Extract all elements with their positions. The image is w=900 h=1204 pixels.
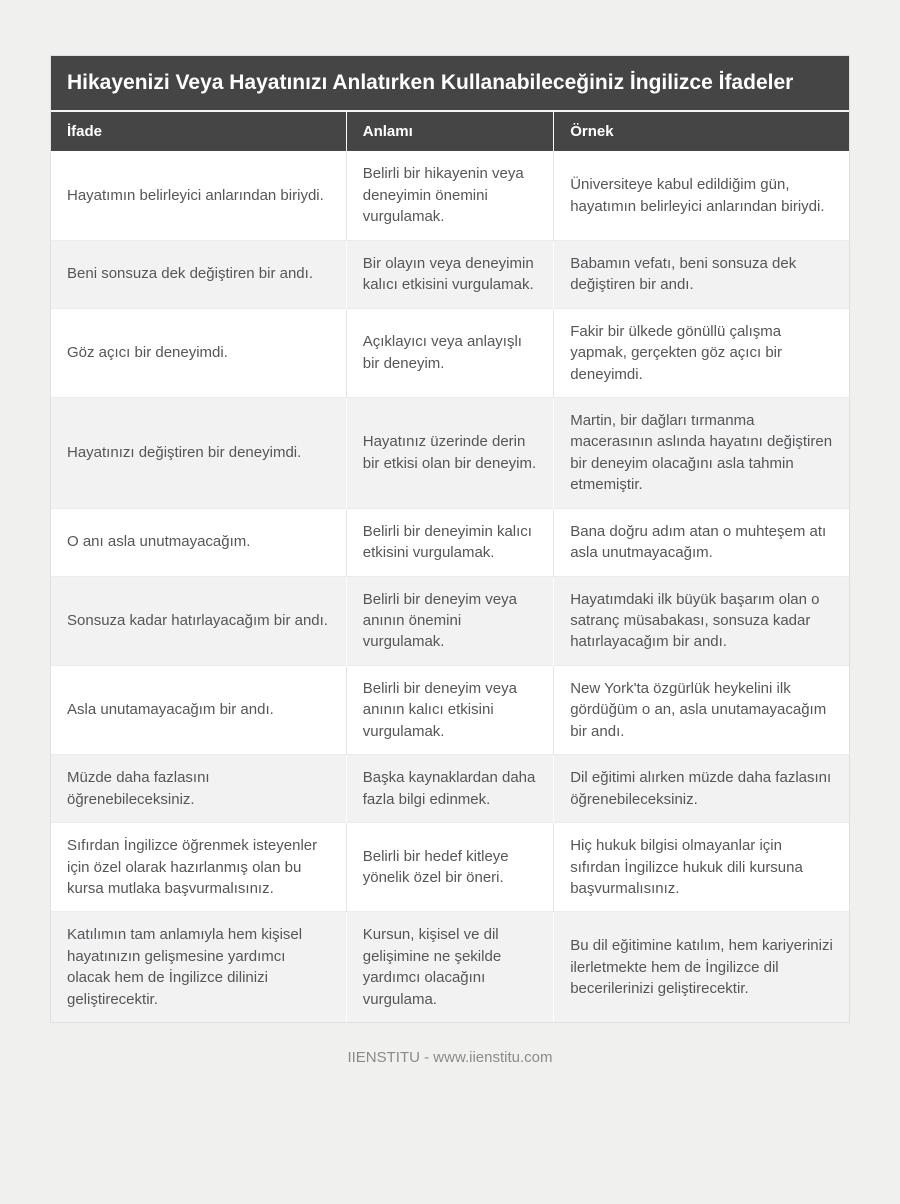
cell-anlami: Belirli bir deneyim veya anının kalıcı etkisini vurgulamak. bbox=[346, 665, 553, 754]
phrases-table bbox=[51, 112, 849, 1022]
column-header-ifade: İfade bbox=[51, 112, 346, 151]
cell-anlami: Bir olayın veya deneyimin kalıcı etkisini vurgulamak. bbox=[346, 240, 553, 308]
phrase-table-card bbox=[50, 55, 850, 1023]
table-header-row bbox=[51, 112, 849, 151]
table-row bbox=[51, 151, 849, 240]
table-body bbox=[51, 151, 849, 1022]
cell-ornek: Üniversiteye kabul edildiğim gün, hayatımın belirleyici anlarından biriydi. bbox=[554, 151, 849, 240]
table-row bbox=[51, 823, 849, 912]
table-row bbox=[51, 508, 849, 576]
cell-ornek: Hiç hukuk bilgisi olmayanlar için sıfırdan İngilizce hukuk dili kursuna başvurmalısınız. bbox=[554, 823, 849, 912]
cell-ifade: Göz açıcı bir deneyimdi. bbox=[51, 308, 346, 397]
table-row bbox=[51, 240, 849, 308]
cell-ifade: Sonsuza kadar hatırlayacağım bir andı. bbox=[51, 576, 346, 665]
cell-ornek: Fakir bir ülkede gönüllü çalışma yapmak, gerçekten göz açıcı bir deneyimdi. bbox=[554, 308, 849, 397]
cell-ifade: Katılımın tam anlamıyla hem kişisel hayatınızın gelişmesine yardımcı olacak hem de İngilizce dilinizi geliştirecektir. bbox=[51, 912, 346, 1022]
cell-ornek: New York'ta özgürlük heykelini ilk gördüğüm o an, asla unutamayacağım bir andı. bbox=[554, 665, 849, 754]
page-title: Hikayenizi Veya Hayatınızı Anlatırken Kullanabileceğiniz İngilizce İfadeler bbox=[51, 56, 849, 112]
table-row bbox=[51, 576, 849, 665]
cell-anlami: Belirli bir deneyim veya anının önemini vurgulamak. bbox=[346, 576, 553, 665]
table-row bbox=[51, 397, 849, 508]
cell-anlami: Belirli bir hikayenin veya deneyimin önemini vurgulamak. bbox=[346, 151, 553, 240]
cell-anlami: Belirli bir deneyimin kalıcı etkisini vurgulamak. bbox=[346, 508, 553, 576]
cell-ornek: Martin, bir dağları tırmanma macerasının aslında hayatını değiştiren bir deneyim olacağını asla tahmin etmemiştir. bbox=[554, 397, 849, 508]
cell-ornek: Bana doğru adım atan o muhteşem atı asla unutmayacağım. bbox=[554, 508, 849, 576]
cell-ifade: Asla unutamayacağım bir andı. bbox=[51, 665, 346, 754]
cell-ifade: O anı asla unutmayacağım. bbox=[51, 508, 346, 576]
column-header-anlami: Anlamı bbox=[346, 112, 553, 151]
table-row bbox=[51, 308, 849, 397]
cell-ornek: Hayatımdaki ilk büyük başarım olan o satranç müsabakası, sonsuza kadar hatırlayacağım bir andı. bbox=[554, 576, 849, 665]
cell-anlami: Hayatınız üzerinde derin bir etkisi olan bir deneyim. bbox=[346, 397, 553, 508]
cell-ifade: Hayatımın belirleyici anlarından biriydi. bbox=[67, 186, 324, 204]
column-header-ornek: Örnek bbox=[554, 112, 849, 151]
table-row bbox=[51, 665, 849, 754]
cell-ifade: Hayatınızı değiştiren bir deneyimdi. bbox=[51, 397, 346, 508]
table-row bbox=[51, 912, 849, 1022]
footer-branding: IIENSTITU - www.iienstitu.com bbox=[347, 1049, 553, 1067]
cell-anlami: Belirli bir hedef kitleye yönelik özel bir öneri. bbox=[346, 823, 553, 912]
cell-ornek: Dil eğitimi alırken müzde daha fazlasını öğrenebileceksiniz. bbox=[554, 755, 849, 823]
cell-ornek: Bu dil eğitimine katılım, hem kariyerinizi ilerletmekte hem de İngilizce dil becerilerinizi geliştirecektir. bbox=[554, 912, 849, 1022]
cell-anlami: Kursun, kişisel ve dil gelişimine ne şekilde yardımcı olacağını vurgulama. bbox=[346, 912, 553, 1022]
table-row bbox=[51, 755, 849, 823]
cell-anlami: Başka kaynaklardan daha fazla bilgi edinmek. bbox=[346, 755, 553, 823]
cell-ifade: Müzde daha fazlasını öğrenebileceksiniz. bbox=[51, 755, 346, 823]
cell-ornek: Babamın vefatı, beni sonsuza dek değiştiren bir andı. bbox=[554, 240, 849, 308]
cell-ifade: Sıfırdan İngilizce öğrenmek isteyenler için özel olarak hazırlanmış olan bu kursa mutlaka başvurmalısınız. bbox=[51, 823, 346, 912]
cell-ifade: Beni sonsuza dek değiştiren bir andı. bbox=[51, 240, 346, 308]
cell-anlami: Açıklayıcı veya anlayışlı bir deneyim. bbox=[346, 308, 553, 397]
